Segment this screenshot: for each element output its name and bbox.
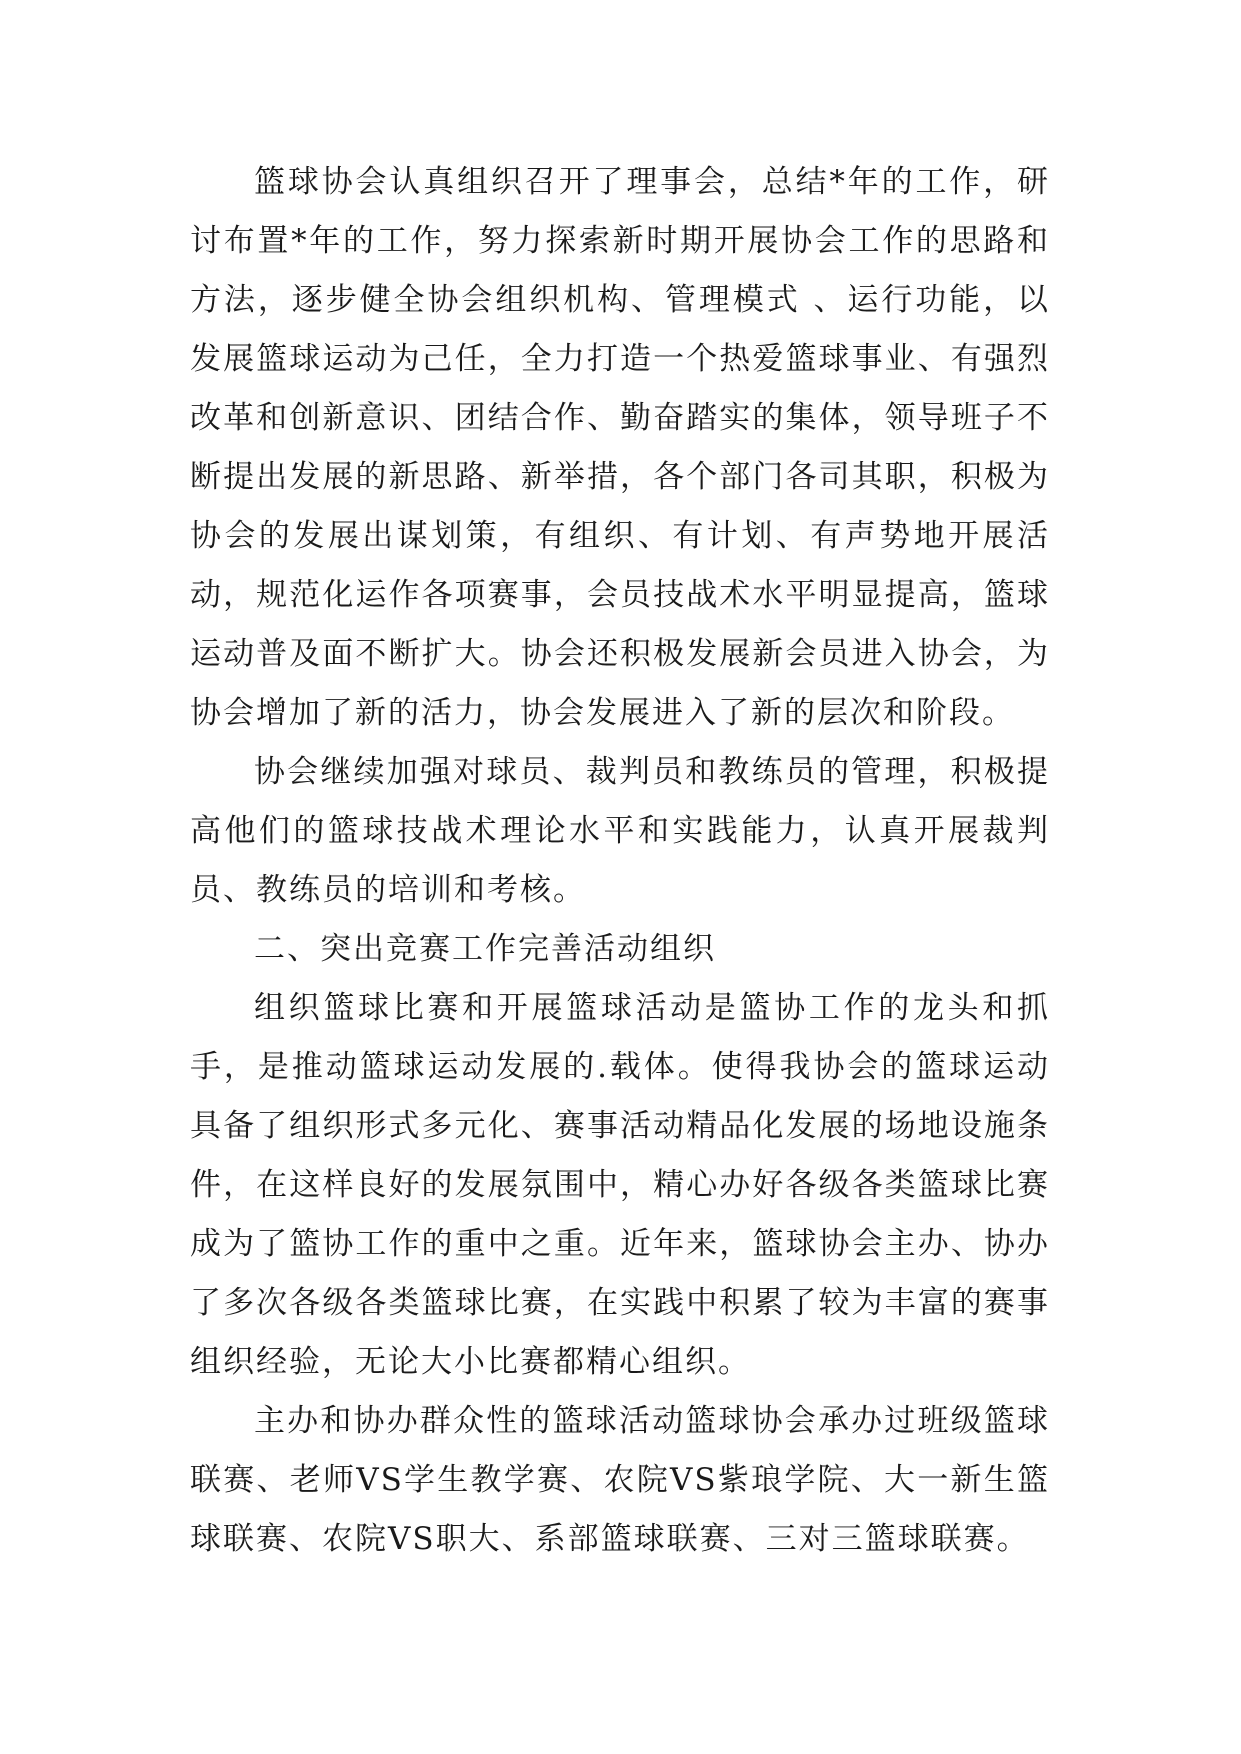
paragraph-personnel-management: 协会继续加强对球员、裁判员和教练员的管理，积极提高他们的篮球技战术理论水平和实践能力，认真开展裁判员、教练员的培训和考核。 bbox=[190, 754, 1050, 908]
paragraph-mass-activities: 主办和协办群众性的篮球活动篮球协会承办过班级篮球联赛、老师VS学生教学赛、农院VS紫琅学院、大一新生篮球联赛、农院VS职大、系部篮球联赛、三对三篮球联赛。 bbox=[190, 1403, 1050, 1557]
document-body bbox=[190, 153, 1050, 1569]
paragraph-association-work: 篮球协会认真组织召开了理事会，总结*年的工作，研讨布置*年的工作，努力探索新时期开展协会工作的思路和方法，逐步健全协会组织机构、管理模式 、运行功能，以发展篮球运动为己任，全力打造一个热爱篮球事业、有强烈改革和创新意识、团结合作、勤奋踏实的集体，领导班子不断提出发展的新思路、新举措，各个部门各司其职，积极为协会的发展出谋划策，有组织、有计划、有声势地开展活动，规范化运作各项赛事，会员技战术水平明显提高，篮球运动普及面不断扩大。协会还积极发展新会员进入协会，为协会增加了新的活力，协会发展进入了新的层次和阶段。 bbox=[190, 164, 1050, 731]
paragraph-competition-organization: 组织篮球比赛和开展篮球活动是篮协工作的龙头和抓手，是推动篮球运动发展的.载体。使得我协会的篮球运动具备了组织形式多元化、赛事活动精品化发展的场地设施条件，在这样良好的发展氛围中，精心办好各级各类篮球比赛成为了篮协工作的重中之重。近年来，篮球协会主办、协办了多次各级各类篮球比赛，在实践中积累了较为丰富的赛事组织经验，无论大小比赛都精心组织。 bbox=[190, 990, 1050, 1380]
section-heading-competition: 二、突出竞赛工作完善活动组织 bbox=[254, 931, 716, 967]
